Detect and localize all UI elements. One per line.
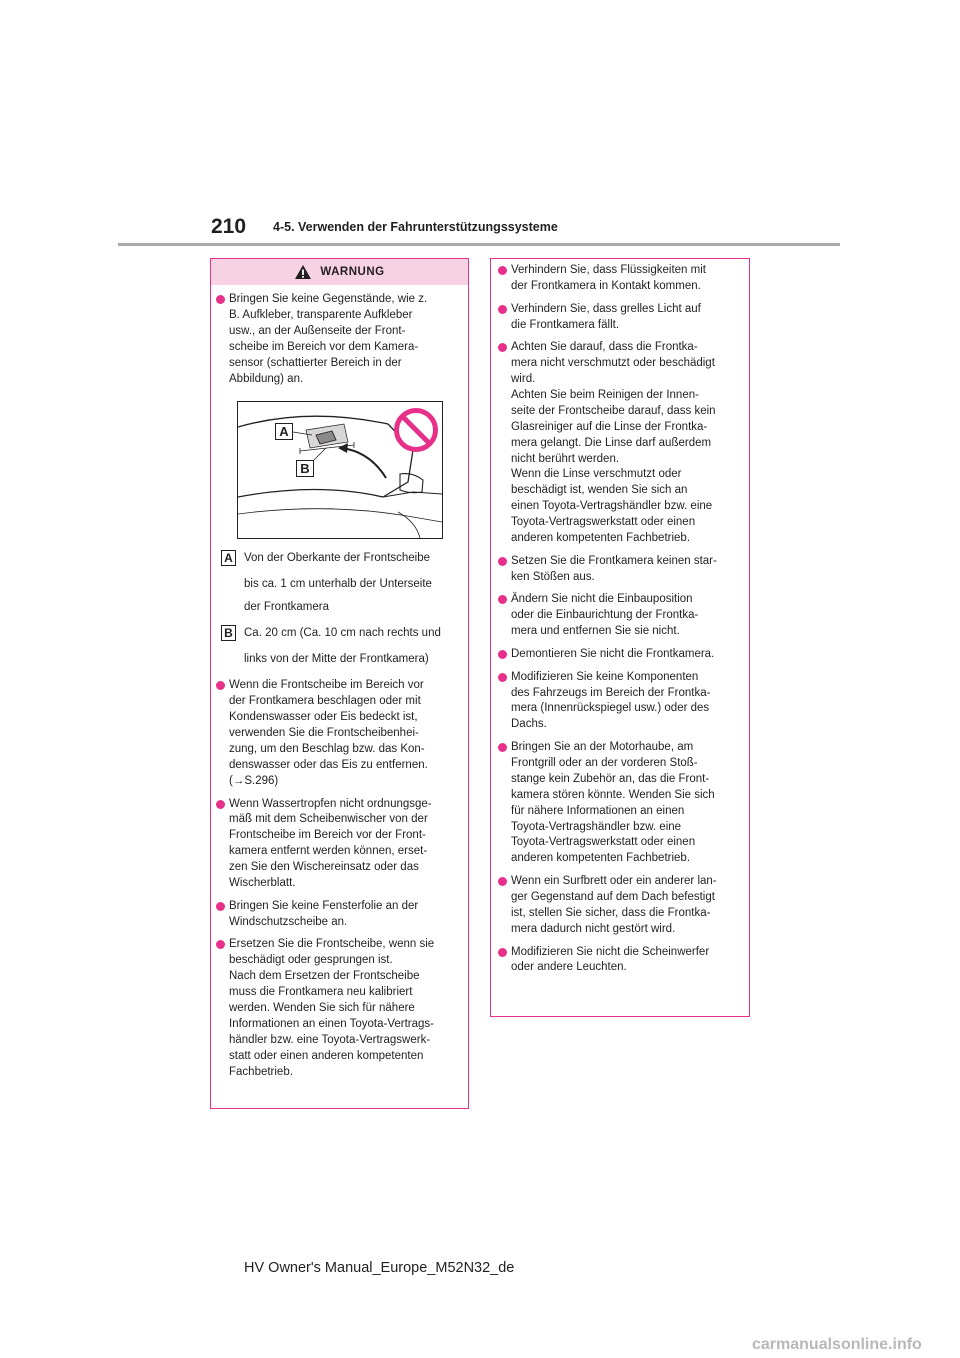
legend-item-a bbox=[215, 549, 458, 571]
list-item: Verhindern Sie, dass grelles Licht auf die Frontkamera fällt. bbox=[497, 302, 741, 334]
label-a-badge: A bbox=[275, 423, 293, 440]
page-number: 210 bbox=[211, 215, 247, 238]
legend-text: links von der Mitte der Frontkamera) bbox=[244, 653, 429, 666]
footer-manual-id: HV Owner's Manual_Europe_M52N32_de bbox=[244, 1260, 515, 1276]
list-item: Ändern Sie nicht die Einbauposition oder die Einbaurichtung der Frontka- mera und entfernen Sie sie nicht. bbox=[497, 592, 741, 640]
legend-item-b bbox=[215, 624, 458, 646]
watermark: carmanualsonline.info bbox=[752, 1336, 922, 1353]
section-title: 4-5. Verwenden der Fahrunterstützungssysteme bbox=[273, 220, 558, 234]
warning-box bbox=[210, 258, 469, 1109]
list-item: Bringen Sie keine Fensterfolie an der Windschutzscheibe an. bbox=[215, 899, 458, 931]
list-item: Bringen Sie keine Gegenstände, wie z. B. Aufkleber, transparente Aufkleber usw., an der Außenseite der Front- scheibe im Bereich vor dem Kamera- sensor (schattierter Bereich in der Abbildung) an. bbox=[215, 292, 458, 387]
warning-label: WARNUNG bbox=[320, 266, 385, 278]
legend-text: der Frontkamera bbox=[244, 601, 330, 614]
warning-header bbox=[211, 259, 468, 285]
legend-badge-a: A bbox=[221, 550, 236, 566]
header-rule bbox=[118, 243, 840, 246]
list-item: Demontieren Sie nicht die Frontkamera. bbox=[497, 647, 741, 663]
legend-text: bis ca. 1 cm unterhalb der Unterseite bbox=[244, 578, 432, 591]
warning-box-continued bbox=[490, 258, 750, 1017]
list-item: Wenn ein Surfbrett oder ein anderer lan- ger Gegenstand auf dem Dach befestigt ist, stellen Sie sicher, dass die Frontka- mera dadurch nicht gestört wird. bbox=[497, 874, 741, 938]
list-item: Verhindern Sie, dass Flüssigkeiten mit der Frontkamera in Kontakt kommen. bbox=[497, 263, 741, 295]
list-item: Ersetzen Sie die Frontscheibe, wenn sie beschädigt oder gesprungen ist. Nach dem Ersetzen der Frontscheibe muss die Frontkamera neu kalibriert werden. Wenden Sie sich für nähere Informationen an einen Toyota-Vertrags- händler bzw. eine Toyota-Vertragswerk- statt oder einen anderen kompetenten Fachbetrieb. bbox=[215, 937, 458, 1080]
warning-triangle-icon bbox=[294, 264, 312, 280]
warning-content bbox=[491, 259, 749, 976]
list-item: Setzen Sie die Frontkamera keinen star- ken Stößen aus. bbox=[497, 554, 741, 586]
legend-text: Von der Oberkante der Frontscheibe bbox=[244, 552, 431, 565]
list-item: Wenn die Frontscheibe im Bereich vor der Frontkamera beschlagen oder mit Kondenswasser oder Eis bedeckt ist, verwenden Sie die Frontscheibenhei- zung, um den Beschlag bzw. das Kon- denswasser oder das Eis zu entfernen. (→S.296) bbox=[215, 678, 458, 789]
windshield-illustration bbox=[237, 401, 443, 539]
list-item: Wenn Wassertropfen nicht ordnungsge- mäß mit dem Scheibenwischer von der Frontscheibe im Bereich vor der Front- kamera entfernt werden können, erset- zen Sie den Wischereinsatz oder das Wischerblatt. bbox=[215, 797, 458, 892]
prohibition-icon bbox=[393, 407, 439, 453]
list-item: Modifizieren Sie keine Komponenten des Fahrzeugs im Bereich der Frontka- mera (Innenrückspiegel usw.) oder des Dachs. bbox=[497, 670, 741, 734]
list-item: Achten Sie darauf, dass die Frontka- mera nicht verschmutzt oder beschädigt wird. Achten Sie beim Reinigen der Innen- seite der Frontscheibe darauf, dass kein Glasreiniger auf die Linse der Frontka- mera gelangt. Die Linse darf außerdem nicht berührt werden. Wenn die Linse verschmutzt oder beschädigt ist, wenden Sie sich an einen Toyota-Vertragshändler bzw. eine Toyota-Vertragswerkstatt oder einen anderen kompetenten Fachbetrieb. bbox=[497, 340, 741, 547]
label-b-badge: B bbox=[296, 460, 314, 477]
legend-text: Ca. 20 cm (Ca. 10 cm nach rechts und bbox=[244, 627, 441, 640]
warning-content bbox=[211, 292, 468, 1081]
legend-badge-b: B bbox=[221, 625, 236, 641]
list-item: Modifizieren Sie nicht die Scheinwerfer oder andere Leuchten. bbox=[497, 945, 741, 977]
list-item: Bringen Sie an der Motorhaube, am Frontgrill oder an der vorderen Stoß- stange kein Zubehör an, das die Front- kamera stören könnte. Wenden Sie sich für nähere Informationen an einen Toyota-Vertragshändler bzw. eine Toyota-Vertragswerkstatt oder einen anderen kompetenten Fachbetrieb. bbox=[497, 740, 741, 867]
